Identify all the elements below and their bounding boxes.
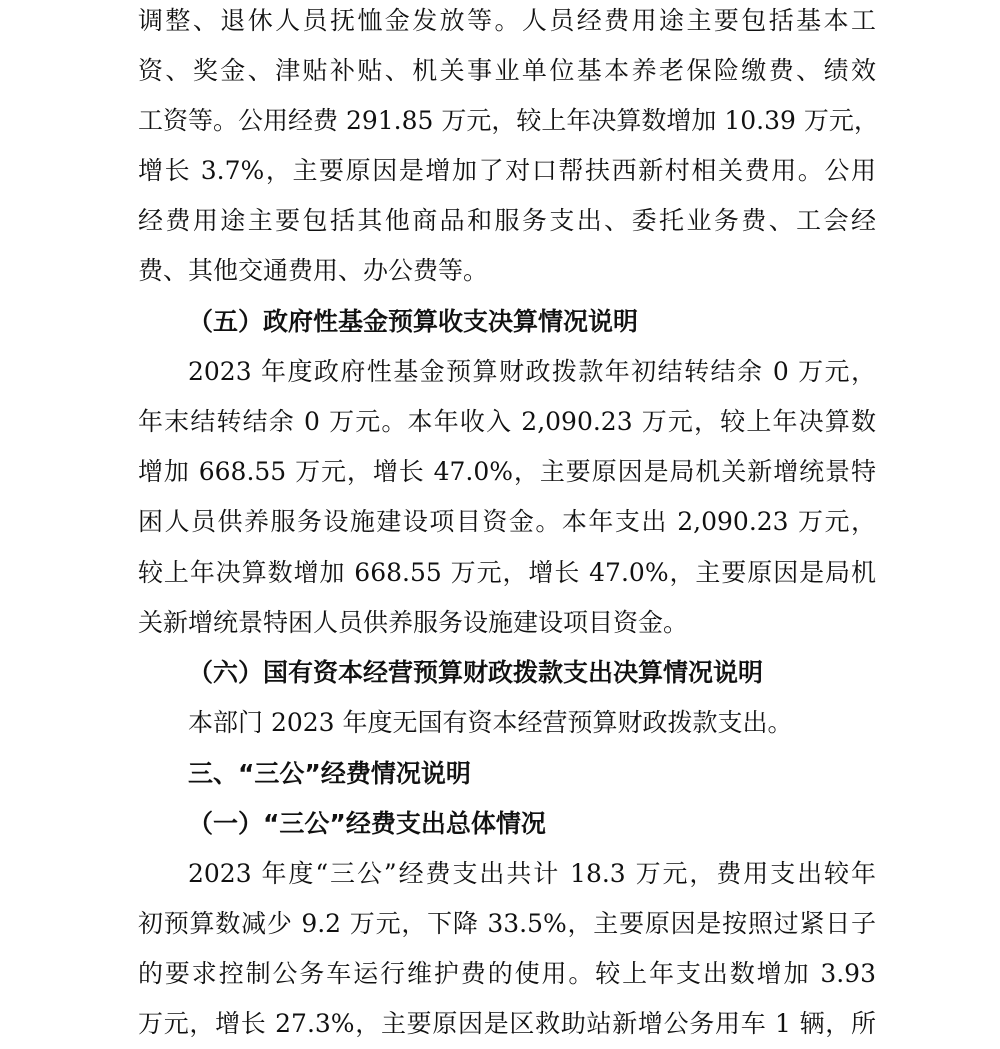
paragraph-line: 2023 年度“三公”经费支出共计 18.3 万元，费用支出较年 [188, 859, 876, 888]
chapter-heading-3: 三、“三公”经费情况说明 [188, 759, 471, 788]
paragraph-line: 初预算数减少 9.2 万元，下降 33.5%，主要原因是按照过紧日子 [138, 909, 876, 938]
paragraph-line: 调整、退休人员抚恤金发放等。人员经费用途主要包括基本工 [138, 6, 876, 35]
paragraph-line: 费、其他交通费用、办公费等。 [138, 256, 489, 285]
paragraph-line: 万元，增长 27.3%，主要原因是区救助站新增公务用车 1 辆，所 [138, 1009, 876, 1038]
paragraph-line: 较上年决算数增加 668.55 万元，增长 47.0%，主要原因是局机 [138, 558, 876, 587]
paragraph-line: 经费用途主要包括其他商品和服务支出、委托业务费、工会经 [138, 206, 876, 235]
paragraph-line: 关新增统景特困人员供养服务设施建设项目资金。 [138, 608, 689, 637]
paragraph-line: 增加 668.55 万元，增长 47.0%，主要原因是局机关新增统景特 [138, 457, 876, 486]
paragraph-line: 增长 3.7%，主要原因是增加了对口帮扶西新村相关费用。公用 [138, 156, 876, 185]
section-heading-1: （一）“三公”经费支出总体情况 [188, 809, 546, 838]
paragraph-line: 2023 年度政府性基金预算财政拨款年初结转结余 0 万元， [188, 357, 876, 386]
section-heading-6: （六）国有资本经营预算财政拨款支出决算情况说明 [188, 658, 764, 687]
paragraph-line: 本部门 2023 年度无国有资本经营预算财政拨款支出。 [188, 708, 793, 737]
paragraph-line: 资、奖金、津贴补贴、机关事业单位基本养老保险缴费、绩效 [138, 56, 876, 85]
paragraph-line: 工资等。公用经费 291.85 万元，较上年决算数增加 10.39 万元， [138, 106, 879, 135]
paragraph-line: 的要求控制公务车运行维护费的使用。较上年支出数增加 3.93 [138, 959, 876, 988]
section-heading-5: （五）政府性基金预算收支决算情况说明 [188, 307, 639, 336]
paragraph-line: 困人员供养服务设施建设项目资金。本年支出 2,090.23 万元， [138, 507, 876, 536]
paragraph-line: 年末结转结余 0 万元。本年收入 2,090.23 万元，较上年决算数 [138, 407, 876, 436]
